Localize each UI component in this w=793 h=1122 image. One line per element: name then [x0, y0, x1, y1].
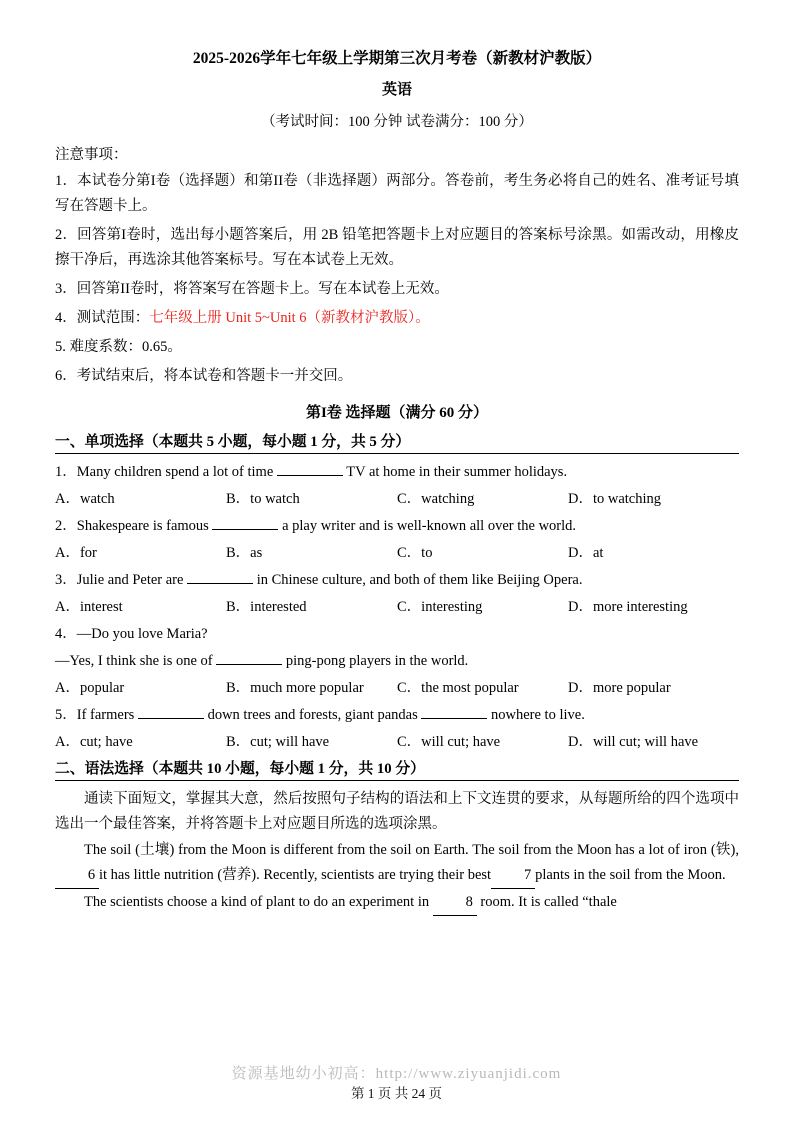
page-title: 2025-2026学年七年级上学期第三次月考卷（新教材沪教版）	[192, 50, 602, 67]
passage-text: room. It is called “thale	[476, 894, 617, 910]
question-2-stem-after: a play writer and is well-known all over the world.	[278, 518, 577, 534]
answer-blank	[187, 583, 253, 584]
question-2-options	[55, 541, 739, 566]
question-4-stem-after: ping-pong players in the world.	[282, 653, 469, 669]
question-1-options	[55, 487, 739, 512]
answer-blank	[212, 529, 278, 530]
question-4-stem-before: —Yes, I think she is one of	[55, 653, 217, 669]
note-item: 3．回答第II卷时，将答案写在答题卡上。写在本试卷上无效。	[55, 281, 449, 297]
question-4-options	[55, 676, 739, 701]
note-item: 5. 难度系数：0.65。	[55, 339, 182, 355]
question-2-stem-before: 2．Shakespeare is famous	[55, 518, 213, 534]
subsection-heading-mcq: 一、单项选择（本题共 5 小题，每小题 1 分，共 5 分）	[55, 430, 739, 454]
note-item-range	[55, 306, 739, 331]
option-a[interactable]: A．watch	[55, 491, 115, 507]
option-c[interactable]: C．interesting	[397, 599, 483, 615]
option-d[interactable]: D．more interesting	[568, 599, 688, 615]
watermark: 资源基地幼小初高：http://www.ziyuanjidi.com	[231, 1066, 562, 1082]
grammar-passage-paragraph-1	[55, 838, 739, 889]
passage-text: The soil (土壤) from the Moon is different from the soil on Earth. The soil from the Moon has a lot of iron (铁),	[84, 842, 739, 858]
answer-blank	[277, 475, 343, 476]
option-a[interactable]: A．cut; have	[55, 734, 133, 750]
question-5-stem-after: nowhere to live.	[487, 707, 585, 723]
option-b[interactable]: B．to watch	[226, 491, 300, 507]
option-d[interactable]: D．will cut; will have	[568, 734, 699, 750]
page-number: 第 1 页 共 24 页	[350, 1086, 443, 1101]
answer-blank	[216, 664, 282, 665]
answer-blank	[138, 718, 204, 719]
option-a[interactable]: A．interest	[55, 599, 123, 615]
option-d[interactable]: D．at	[568, 545, 604, 561]
note-range-prefix: 4．测试范围：	[55, 310, 150, 326]
question-3-options	[55, 595, 739, 620]
numbered-blank-7: 7	[491, 863, 535, 889]
answer-blank	[421, 718, 487, 719]
subsection-heading-grammar: 二、语法选择（本题共 10 小题，每小题 1 分，共 10 分）	[55, 757, 739, 781]
passage-text: The scientists choose a kind of plant to do an experiment in	[84, 894, 433, 910]
section-heading-part1: 第I卷 选择题（满分 60 分）	[305, 405, 489, 421]
question-1-stem-before: 1．Many children spend a lot of time	[55, 464, 277, 480]
option-a[interactable]: A．for	[55, 545, 97, 561]
passage-text: plants in the soil from the Moon.	[535, 867, 726, 883]
question-1-stem-after: TV at home in their summer holidays.	[342, 464, 568, 480]
question-4-line2	[55, 649, 739, 674]
option-b[interactable]: B．as	[226, 545, 263, 561]
exam-info: （考试时间：100 分钟 试卷满分：100 分）	[261, 114, 533, 130]
option-b[interactable]: B．interested	[226, 599, 307, 615]
question-5-options	[55, 730, 739, 755]
option-a[interactable]: A．popular	[55, 680, 125, 696]
numbered-blank-6: 6	[55, 863, 99, 889]
question-3	[55, 568, 739, 593]
option-c[interactable]: C．watching	[397, 491, 475, 507]
grammar-passage-paragraph-2	[55, 890, 739, 916]
option-c[interactable]: C．to	[397, 545, 433, 561]
option-c[interactable]: C．will cut; have	[397, 734, 501, 750]
option-d[interactable]: D．more popular	[568, 680, 671, 696]
option-b[interactable]: B．cut; will have	[226, 734, 330, 750]
question-1	[55, 460, 739, 485]
document-content	[55, 46, 739, 917]
notes-label: 注意事项：	[55, 147, 128, 163]
note-item: 2．回答第I卷时，选出每小题答案后，用 2B 铅笔把答题卡上对应题目的答案标号涂黑。如需改动，用橡皮擦干净后，再选涂其他答案标号。写在本试卷上无效。	[55, 227, 739, 268]
numbered-blank-8: 8	[433, 890, 477, 916]
question-4-line1: 4．—Do you love Maria?	[55, 626, 208, 642]
note-item: 1．本试卷分第I卷（选择题）和第II卷（非选择题）两部分。答卷前，考生务必将自己的姓名、准考证号填写在答题卡上。	[55, 173, 739, 214]
question-3-stem-after: in Chinese culture, and both of them like Beijing Opera.	[253, 572, 583, 588]
question-5-stem-before: 5．If farmers	[55, 707, 138, 723]
question-5	[55, 703, 739, 728]
passage-text: it has little nutrition (营养). Recently, scientists are trying their best	[99, 867, 492, 883]
note-item: 6．考试结束后，将本试卷和答题卡一并交回。	[55, 368, 353, 384]
question-2	[55, 514, 739, 539]
option-b[interactable]: B．much more popular	[226, 680, 364, 696]
note-range-value: 七年级上册 Unit 5~Unit 6（新教材沪教版）。	[149, 310, 430, 326]
question-5-stem-middle: down trees and forests, giant pandas	[203, 707, 422, 723]
grammar-instruction: 通读下面短文，掌握其大意，然后按照句子结构的语法和上下文连贯的要求，从每题所给的四个选项中选出一个最佳答案，并将答题卡上对应题目所选的选项涂黑。	[55, 791, 739, 832]
subject-title: 英语	[381, 82, 412, 98]
question-3-stem-before: 3．Julie and Peter are	[55, 572, 188, 588]
option-d[interactable]: D．to watching	[568, 491, 662, 507]
option-c[interactable]: C．the most popular	[397, 680, 519, 696]
